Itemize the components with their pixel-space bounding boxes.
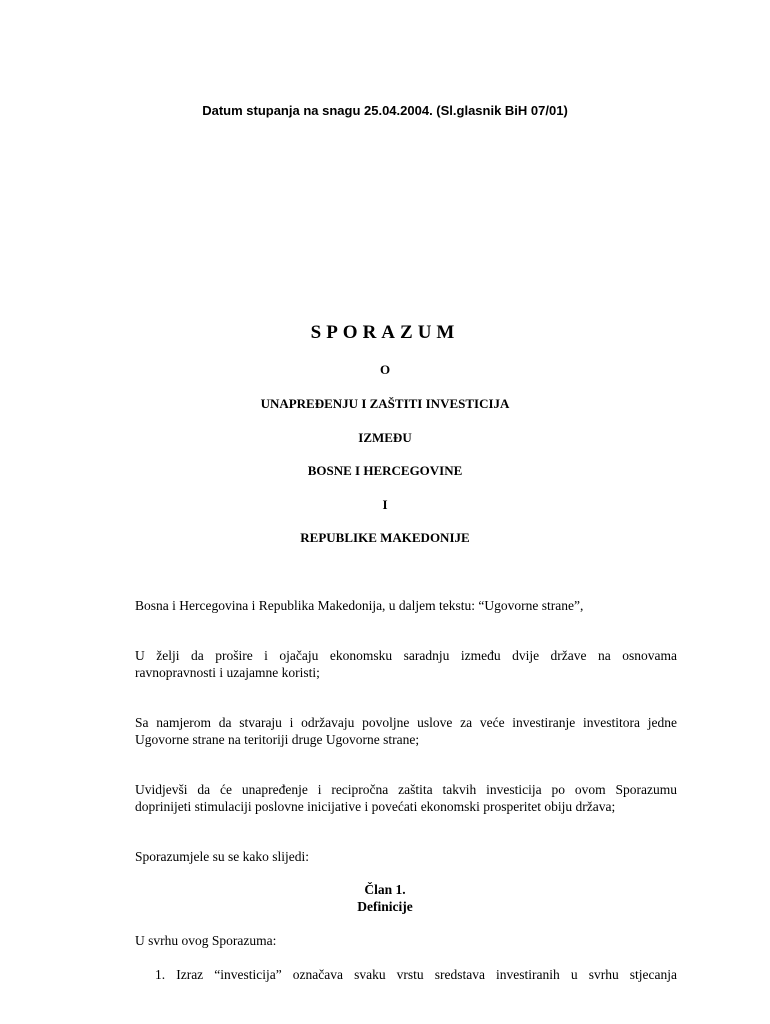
article-1-heading: Član 1. <box>364 882 406 897</box>
preamble-paragraph-3-line-2: Ugovorne strane na teritoriji druge Ugovorne strane; <box>135 732 420 747</box>
preamble-paragraph-4-line-2: doprinijeti stimulaciji poslovne inicijative i povećati ekonomski prosperitet obiju država; <box>135 799 616 814</box>
preamble-paragraph-4-line-1: Uvidjevši da će unapređenje i recipročna zaštita takvih investicija po ovom Sporazumu <box>135 782 677 797</box>
title-line-party2: REPUBLIKE MAKEDONIJE <box>300 530 470 545</box>
preamble-paragraph-1: Bosna i Hercegovina i Republika Makedonija, u daljem tekstu: “Ugovorne strane”, <box>135 598 584 613</box>
preamble-paragraph-2-line-2: ravnopravnosti i uzajamne koristi; <box>135 665 320 680</box>
article-1-intro: U svrhu ovog Sporazuma: <box>135 933 277 948</box>
effective-date-line: Datum stupanja na snagu 25.04.2004. (Sl.glasnik BiH 07/01) <box>202 103 568 118</box>
article-1-subheading: Definicije <box>357 899 413 914</box>
title-line-subject: UNAPREĐENJU I ZAŠTITI INVESTICIJA <box>260 396 510 411</box>
preamble-paragraph-5: Sporazumjele su se kako slijedi: <box>135 849 309 864</box>
title-line-party1: BOSNE I HERCEGOVINE <box>307 463 463 478</box>
title-line-between: IZMEĐU <box>358 430 412 445</box>
preamble-paragraph-2-line-1: U želji da prošire i ojačaju ekonomsku saradnju između dvije države na osnovama <box>135 648 677 663</box>
title-line-o: O <box>379 362 391 377</box>
article-1-item-1: 1. Izraz “investicija” označava svaku vrstu sredstava investiranih u svrhu stjecanja <box>155 967 677 982</box>
title-line-and: I <box>382 497 388 512</box>
preamble-paragraph-3-line-1: Sa namjerom da stvaraju i održavaju povoljne uslove za veće investiranje investitora jedne <box>135 715 677 730</box>
agreement-title: SPORAZUM <box>310 322 460 343</box>
